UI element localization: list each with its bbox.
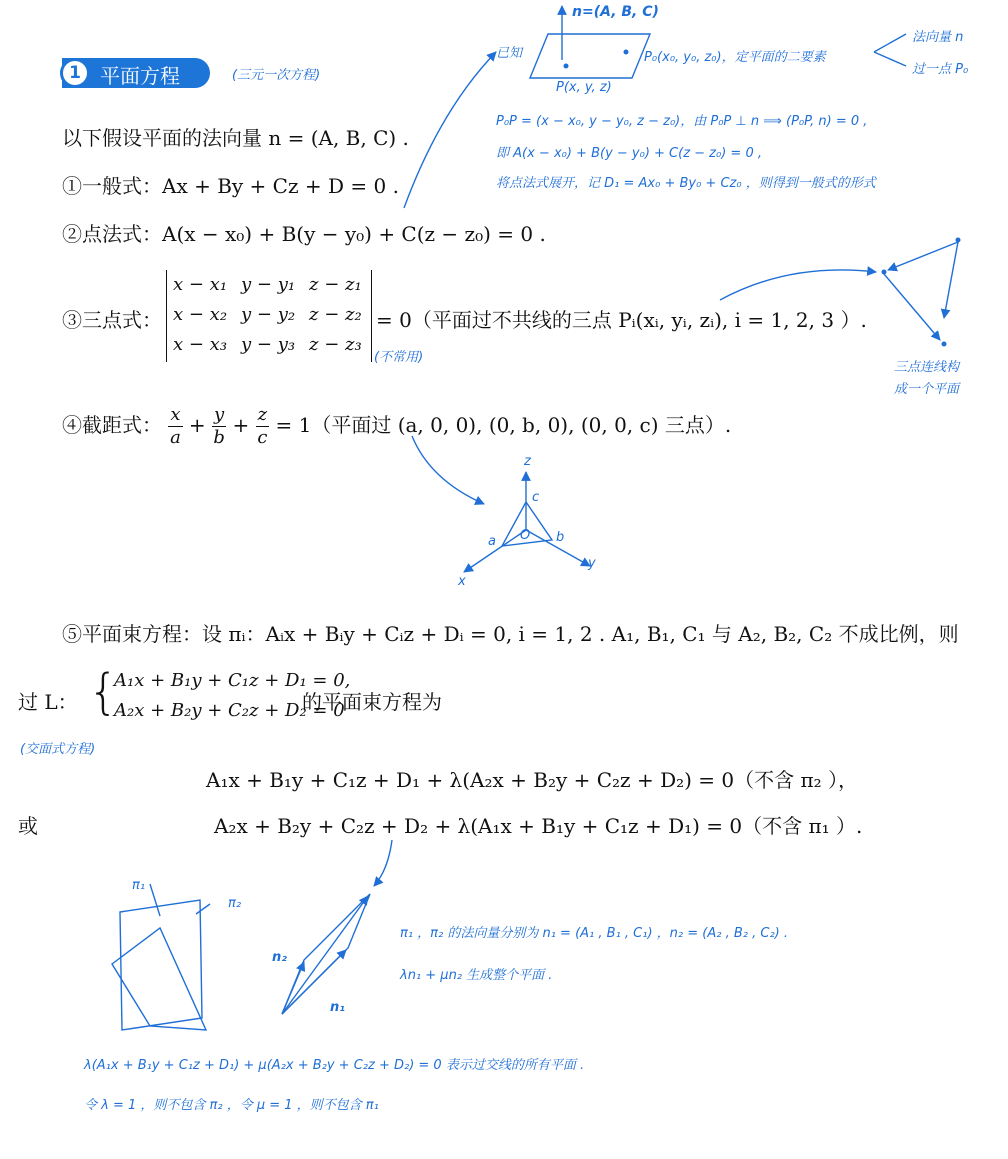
pi1-label: π₁ (132, 878, 146, 893)
point-normal-form: ②点法式：A(x − x₀) + B(y − y₀) + C(z − z₀) = 0 . (62, 222, 546, 246)
det-cell: z − z₂ (309, 304, 362, 325)
plane-parallelogram (530, 34, 650, 78)
three-point-rhs: = 0（平面过不共线的三点 Pᵢ(xᵢ, yᵢ, zᵢ), i = 1, 2, 3 ）. (376, 308, 867, 332)
derivation-line-1: P₀P = (x − x₀, y − y₀, z − z₀)，由 P₀P ⊥ n ⟹ (P₀P, n) = 0 , (496, 114, 868, 129)
axis-z-label: z (524, 454, 531, 469)
section-title: 平面方程 (100, 64, 180, 88)
det-cell: z − z₃ (309, 334, 362, 355)
branch-lines (874, 34, 906, 66)
intercept-triangle (502, 502, 552, 546)
det-cell: y − y₂ (241, 304, 296, 325)
pencil-intro: ⑤平面束方程：设 πᵢ：Aᵢx + Bᵢy + Cᵢz + Dᵢ = 0, i = 1, 2 . A₁, B₁, C₁ 与 A₂, B₂, C₂ 不成比例，则 (62, 622, 959, 646)
frac-den: b (213, 427, 225, 448)
pointer-pencil (374, 840, 392, 886)
bottom-note-4: 令 λ = 1 ，则不包含 π₂ ，令 μ = 1 ，则不包含 π₁ (84, 1098, 379, 1113)
det-cell: x − x₃ (173, 334, 228, 355)
triangle-edge-3 (884, 274, 940, 340)
origin-label: O (520, 528, 531, 543)
triangle-vertex (942, 342, 947, 347)
n1-label: n₁ (330, 1000, 345, 1015)
frac-den: a (170, 427, 181, 448)
or-label: 或 (18, 814, 38, 838)
triangle-vertex (882, 270, 887, 275)
pi2-label: π₂ (228, 896, 242, 911)
system-eq-1: A₁x + B₁y + C₁z + D₁ = 0, (114, 670, 351, 691)
axis-y (526, 530, 590, 566)
det-cell: x − x₁ (173, 274, 228, 295)
three-point-note: (不常用) (374, 350, 424, 365)
intro-text: 以下假设平面的法向量 n = (A, B, C) . (62, 126, 409, 150)
brace-icon: { (88, 664, 119, 720)
intercept-form: ④截距式： $\frac{x}{a}$ + $\frac{y}{b}$ + $\frac{z}{c}$ = 1（平面过 (a, 0, 0), (0, b, 0), (0, 0, c) 三点）. (62, 404, 732, 448)
pencil-through: 过 L： (18, 690, 78, 714)
derivation-line-2: 即 A(x − x₀) + B(y − y₀) + C(z − z₀) = 0 , (496, 146, 762, 161)
pencil-note: (交面式方程) (20, 742, 96, 757)
bottom-note-2: λn₁ + μn₂ 生成整个平面 . (400, 968, 553, 983)
bottom-note-1: π₁ ，π₂ 的法向量分别为 n₁ = (A₁ , B₁ , C₁) ，n₂ = (A₂ , B₂ , C₂) . (400, 926, 789, 941)
pencil-formula-2: A₂x + B₂y + C₂z + D₂ + λ(A₁x + B₁y + C₁z + D₁) = 0（不含 π₁ ）. (214, 814, 863, 838)
system-eq-2: A₂x + B₂y + C₂z + D₂ = 0 (114, 700, 345, 721)
intercept-b-label: b (556, 530, 565, 545)
axis-x-label: x (458, 574, 466, 589)
det-cell: y − y₃ (241, 334, 296, 355)
p0-label: P₀(x₀, y₀, z₀)，定平面的二要素 (644, 50, 826, 65)
vector-sum (282, 896, 368, 1014)
plane-pi1 (120, 900, 202, 1030)
intercept-a-label: a (488, 534, 496, 549)
frac-num: x (170, 404, 181, 425)
pointer-three-point (720, 270, 876, 300)
frac-num: z (257, 404, 268, 425)
triangle-edge-2 (944, 242, 958, 318)
pencil-formula-1: A₁x + B₁y + C₁z + D₁ + λ(A₂x + B₂y + C₂z + D₂) = 0（不含 π₂ ）， (206, 768, 858, 792)
general-form: ①一般式：Ax + By + Cz + D = 0 . (62, 174, 399, 198)
n2-label: n₂ (272, 950, 287, 965)
pencil-suffix: 的平面束方程为 (302, 690, 442, 714)
vector-n1 (282, 950, 346, 1014)
intercept-rhs: = 1（平面过 (a, 0, 0), (0, b, 0), (0, 0, c) 三点）. (275, 413, 732, 437)
plane-leaders (150, 884, 210, 916)
axis-x (464, 530, 526, 572)
three-point-label: ③三点式： (62, 308, 162, 332)
branch-point: 过一点 P₀ (912, 62, 969, 77)
point-p0 (624, 50, 629, 55)
triangle-vertex (956, 238, 961, 243)
section-number: 1 (60, 58, 90, 88)
pointer-general (404, 52, 496, 208)
given-label: 已知 (496, 46, 523, 61)
pointer-intercept (412, 436, 484, 504)
frac-den: c (257, 427, 268, 448)
derivation-line-3: 将点法式展开，记 D₁ = Ax₀ + By₀ + Cz₀ ，则得到一般式的形式 (496, 176, 876, 191)
det-cell: z − z₁ (309, 274, 362, 295)
triangle-edge-1 (888, 242, 958, 270)
bottom-note-3: λ(A₁x + B₁y + C₁z + D₁) + μ(A₂x + B₂y + C₂z + D₂) = 0 表示过交线的所有平面 . (84, 1058, 585, 1073)
frac-num: y (214, 404, 225, 425)
det-cell: x − x₂ (173, 304, 228, 325)
triangle-note-2: 成一个平面 (894, 382, 960, 397)
point-p (564, 64, 569, 69)
normal-vector-label: n=(A, B, C) (572, 4, 659, 20)
section-note: (三元一次方程) (232, 68, 321, 83)
plane-pi2 (112, 928, 206, 1030)
intercept-c-label: c (532, 490, 540, 505)
p-label: P(x, y, z) (556, 80, 612, 95)
axis-y-label: y (588, 556, 596, 571)
intercept-label: ④截距式： (62, 413, 162, 437)
triangle-note-1: 三点连线构 (894, 360, 960, 375)
branch-normal: 法向量 n (912, 30, 964, 45)
det-cell: y − y₁ (241, 274, 296, 295)
